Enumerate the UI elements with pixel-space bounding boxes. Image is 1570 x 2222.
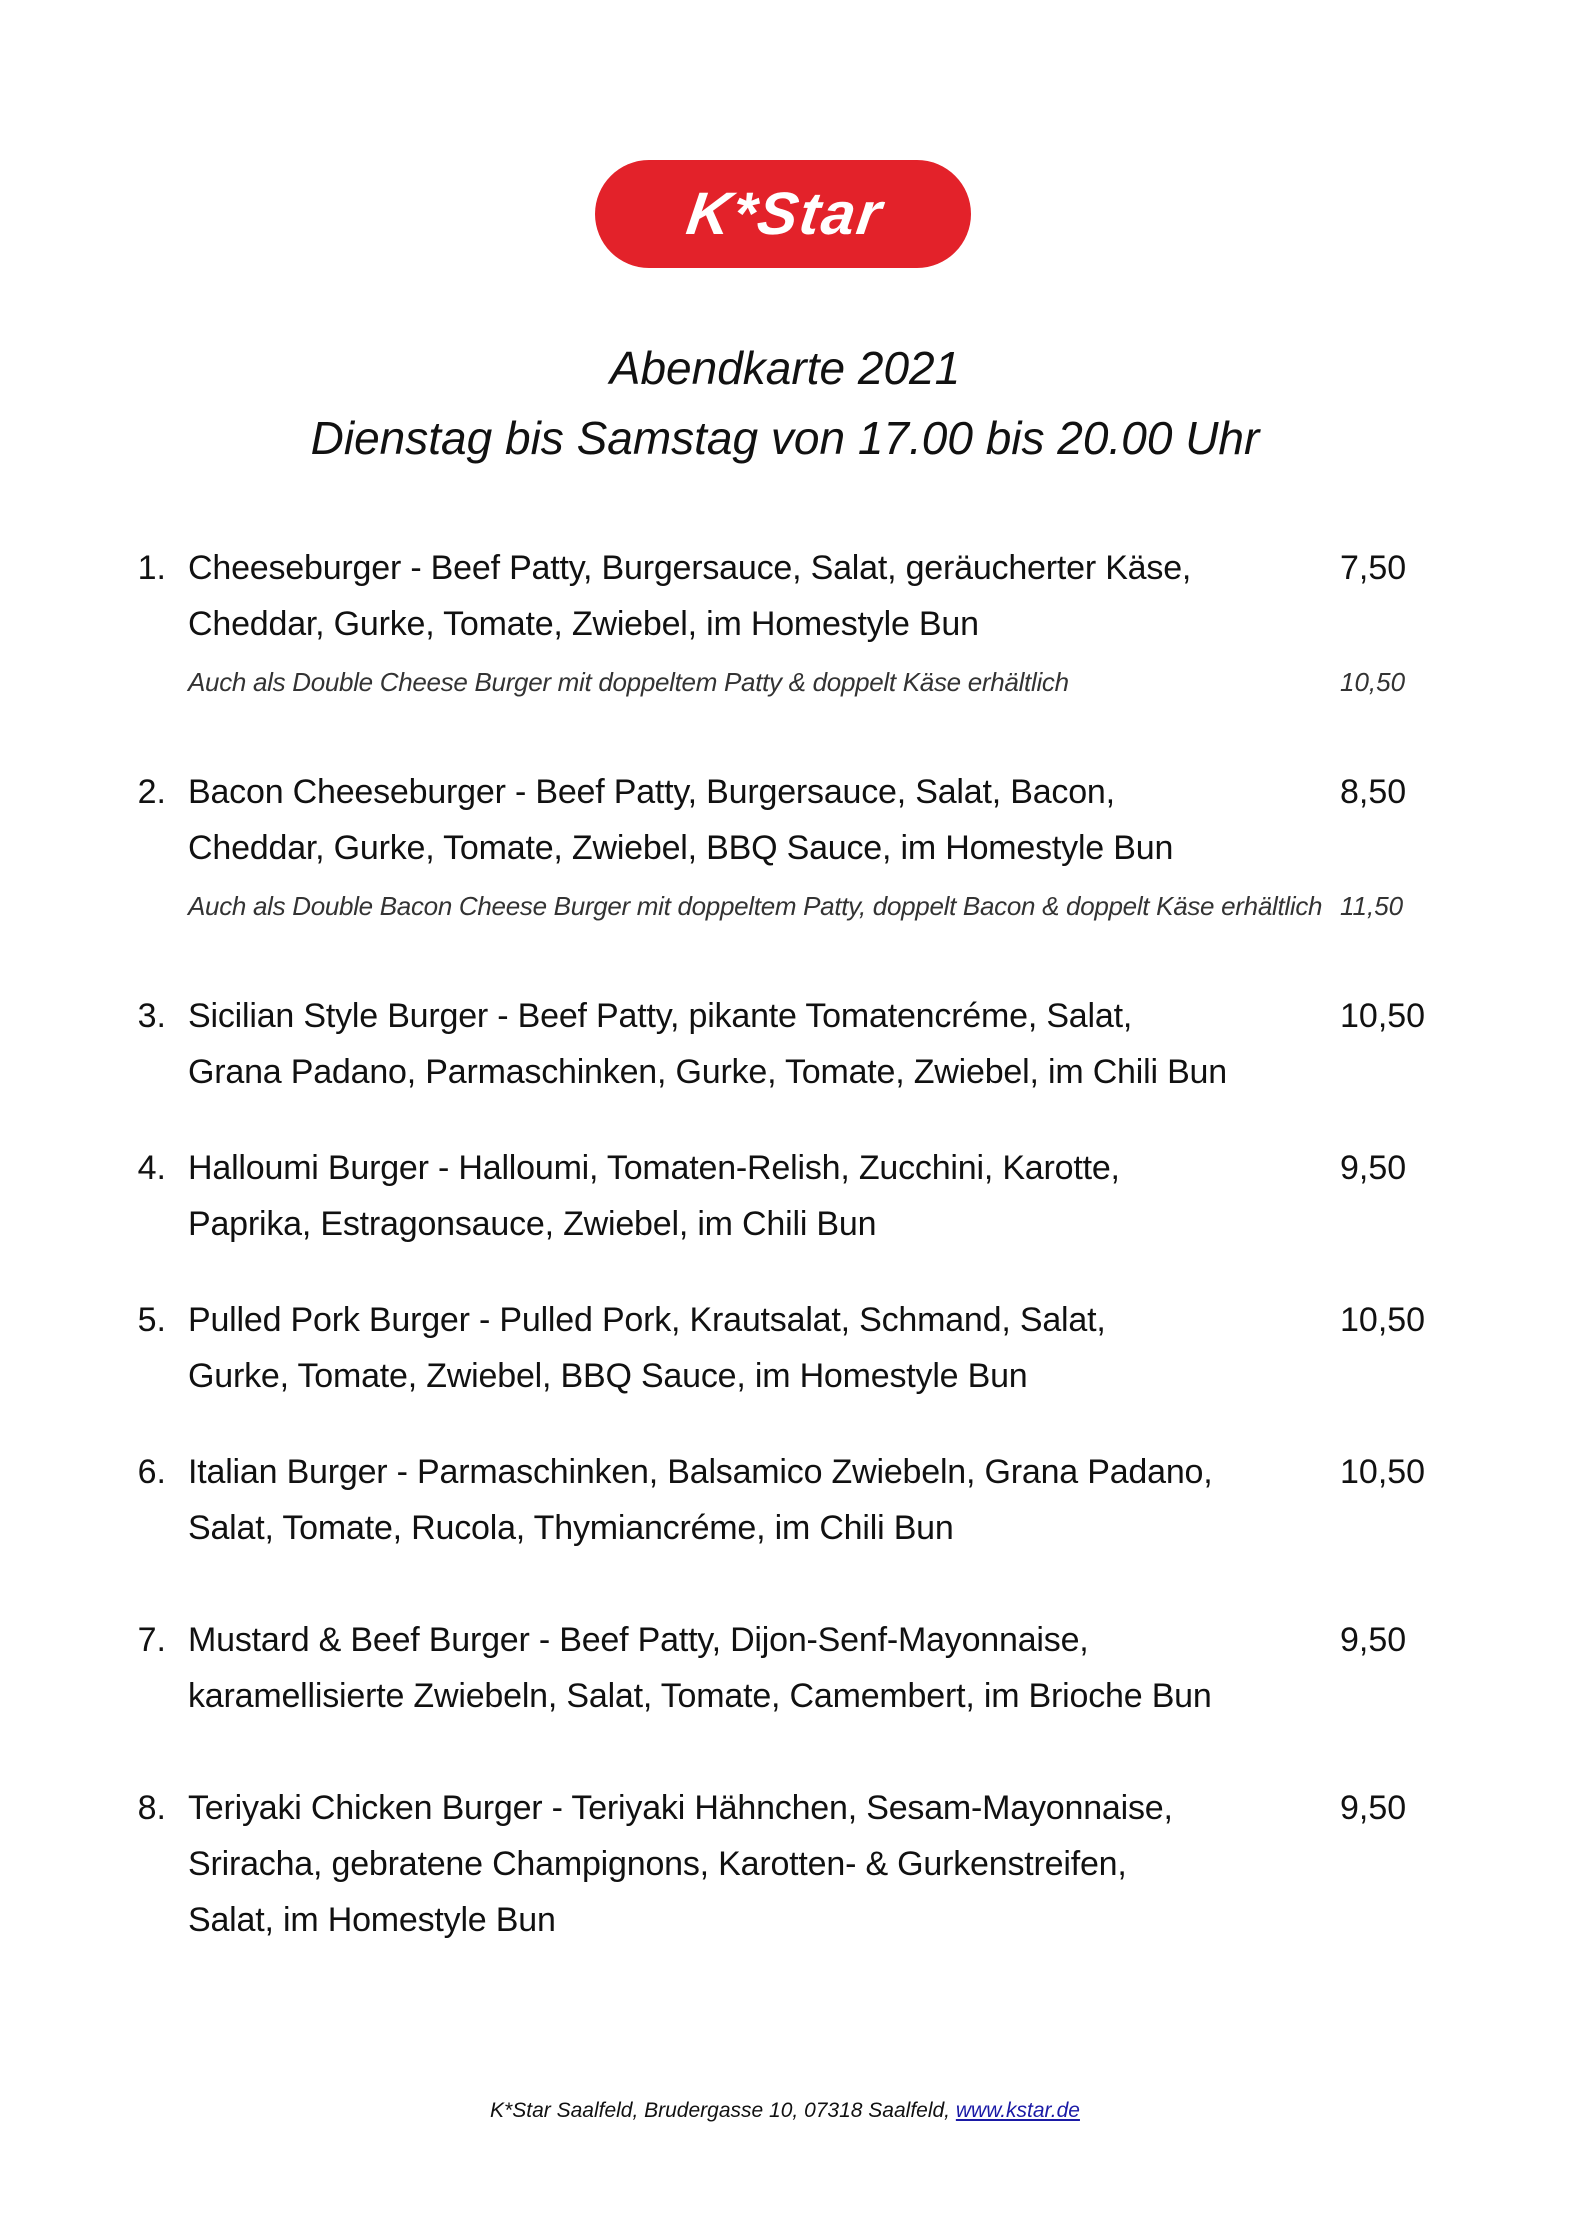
item-price: 10,50 — [1340, 1453, 1426, 1491]
item-number: 8. — [137, 1789, 166, 1827]
item-description-line: Grana Padano, Parmaschinken, Gurke, Tomate, Zwiebel, im Chili Bun — [188, 1053, 1227, 1091]
item-description-line: Bacon Cheeseburger - Beef Patty, Burgersauce, Salat, Bacon, — [188, 773, 1115, 811]
kstar-logo — [593, 158, 973, 270]
item-description-line: Mustard & Beef Burger - Beef Patty, Dijon-Senf-Mayonnaise, — [188, 1621, 1089, 1659]
website-link[interactable]: www.kstar.de — [955, 2099, 1080, 2122]
item-description-line: Sriracha, gebratene Champignons, Karotten- & Gurkenstreifen, — [188, 1845, 1127, 1883]
item-number: 5. — [137, 1301, 166, 1339]
item-note-price: 10,50 — [1340, 667, 1406, 697]
menu-title: Abendkarte 2021 — [609, 342, 961, 394]
logo-text: K*Star — [682, 179, 888, 247]
item-price: 10,50 — [1340, 1301, 1426, 1339]
item-description-line: Teriyaki Chicken Burger - Teriyaki Hähnchen, Sesam-Mayonnaise, — [188, 1789, 1173, 1827]
item-description-line: Salat, im Homestyle Bun — [188, 1901, 556, 1939]
logo-graphic — [593, 158, 973, 270]
item-description-line: Halloumi Burger - Halloumi, Tomaten-Relish, Zucchini, Karotte, — [188, 1149, 1120, 1187]
item-note-price: 11,50 — [1340, 891, 1404, 921]
item-description-line: karamellisierte Zwiebeln, Salat, Tomate, Camembert, im Brioche Bun — [188, 1677, 1212, 1715]
item-price: 7,50 — [1340, 549, 1407, 587]
item-description-line: Cheeseburger - Beef Patty, Burgersauce, Salat, geräucherter Käse, — [188, 549, 1192, 587]
item-number: 4. — [137, 1149, 166, 1187]
item-price: 8,50 — [1340, 773, 1407, 811]
item-note: Auch als Double Cheese Burger mit doppeltem Patty & doppelt Käse erhältlich — [188, 667, 1069, 697]
item-price: 9,50 — [1340, 1621, 1407, 1659]
item-price: 10,50 — [1340, 997, 1426, 1035]
item-description-line: Sicilian Style Burger - Beef Patty, pikante Tomatencréme, Salat, — [188, 997, 1133, 1035]
item-number: 7. — [137, 1621, 166, 1659]
item-note: Auch als Double Bacon Cheese Burger mit doppeltem Patty, doppelt Bacon & doppelt Käse erhältlich — [188, 891, 1323, 921]
item-price: 9,50 — [1340, 1789, 1407, 1827]
menu-subtitle: Dienstag bis Samstag von 17.00 bis 20.00 Uhr — [310, 412, 1260, 464]
footer-address — [0, 2096, 1570, 2126]
item-description-line: Paprika, Estragonsauce, Zwiebel, im Chili Bun — [188, 1205, 877, 1243]
item-number: 3. — [137, 997, 166, 1035]
item-number: 6. — [137, 1453, 166, 1491]
item-description-line: Cheddar, Gurke, Tomate, Zwiebel, im Homestyle Bun — [188, 605, 979, 643]
footer-text: K*Star Saalfeld, Brudergasse 10, 07318 Saalfeld, — [490, 2099, 956, 2122]
item-number: 2. — [137, 773, 166, 811]
item-description-line: Italian Burger - Parmaschinken, Balsamico Zwiebeln, Grana Padano, — [188, 1453, 1213, 1491]
item-number: 1. — [137, 549, 166, 587]
item-description-line: Gurke, Tomate, Zwiebel, BBQ Sauce, im Homestyle Bun — [188, 1357, 1028, 1395]
item-description-line: Pulled Pork Burger - Pulled Pork, Krautsalat, Schmand, Salat, — [188, 1301, 1106, 1339]
item-description-line: Cheddar, Gurke, Tomate, Zwiebel, BBQ Sauce, im Homestyle Bun — [188, 829, 1174, 867]
item-price: 9,50 — [1340, 1149, 1407, 1187]
item-description-line: Salat, Tomate, Rucola, Thymiancréme, im Chili Bun — [188, 1509, 954, 1547]
